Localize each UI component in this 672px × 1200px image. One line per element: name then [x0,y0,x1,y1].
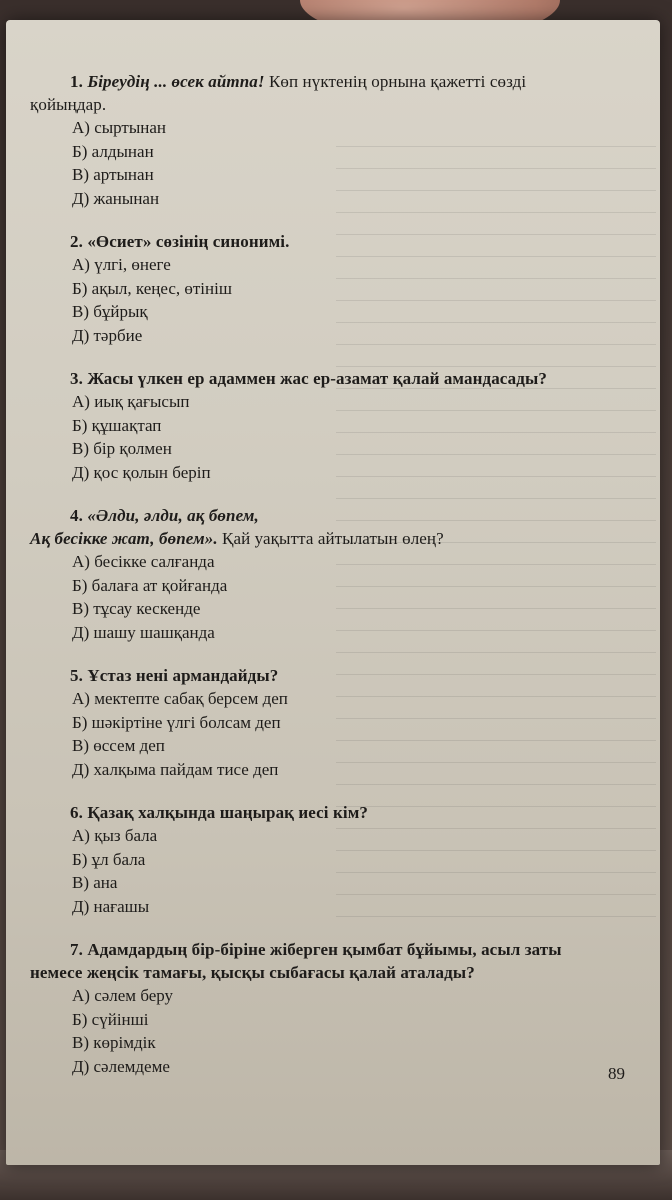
question-2 [30,230,640,347]
question-4 [30,504,640,644]
question-rest: Көп нүктенің орнына қажетті сөзді [268,72,527,91]
question-text: 4. «Әлди, әлди, ақ бөпем, [70,506,259,525]
option-d[interactable]: Д) халқыма пайдам тисе деп [72,759,279,779]
question-text: 6. Қазақ халқында шаңырақ иесі кім? [70,803,368,822]
option-b[interactable]: Б) алдынан [72,141,154,161]
option-v[interactable]: В) өссем деп [72,736,165,755]
question-continuation: немесе жеңсік тамағы, қысқы сыбағасы қалай аталады? [30,963,475,982]
option-b[interactable]: Б) ақыл, кеңес, өтініш [72,278,232,298]
option-b[interactable]: Б) ұл бала [72,849,146,869]
question-number: 6. [70,803,83,822]
question-5 [30,664,640,781]
option-a[interactable]: А) сәлем беру [72,986,174,1005]
question-text: 3. Жасы үлкен ер адаммен жас ер-азамат қалай амандасады? [70,369,547,388]
question-text [30,70,640,93]
option-v[interactable]: В) көрімдік [72,1033,156,1052]
question-6 [30,801,640,918]
question-number: 3. [70,369,83,388]
option-a[interactable]: А) бесікке салғанда [72,552,215,571]
question-text: 5. Ұстаз нені армандайды? [70,666,279,685]
question-text: 7. Адамдардың бір-біріне жіберген қымбат бұйымы, асыл заты [70,940,562,959]
option-b[interactable]: Б) құшақтап [72,415,162,435]
option-b[interactable]: Б) сүйінші [72,1009,149,1029]
option-v[interactable]: В) бұйрық [72,302,148,321]
option-d[interactable]: Д) тәрбие [72,325,143,345]
option-d[interactable]: Д) шашу шашқанда [72,622,215,642]
question-lead: Біреудің ... өсек айтпа! [87,72,265,91]
option-d[interactable]: Д) нағашы [72,896,150,916]
question-number: 2. [70,232,83,251]
question-number: 7. [70,940,83,959]
option-a[interactable]: А) иық қағысып [72,392,190,411]
question-number: 4. [70,506,83,525]
option-d[interactable]: Д) жанынан [72,188,160,208]
page-number: 89 [608,1064,625,1083]
option-v[interactable]: В) артынан [72,165,154,184]
question-text: 2. «Өсиет» сөзінің синонимі. [70,232,290,251]
option-d[interactable]: Д) қос қолын беріп [72,462,211,482]
option-a[interactable]: А) мектепте сабақ берсем деп [72,689,288,708]
question-number: 1. [70,72,83,91]
option-a[interactable]: А) қыз бала [72,826,158,845]
option-v[interactable]: В) тұсау кескенде [72,599,201,618]
question-number: 5. [70,666,83,685]
option-d[interactable]: Д) сәлемдеме [72,1056,170,1076]
question-3 [30,367,640,484]
page-content [30,70,640,1098]
question-1 [30,70,640,210]
option-a[interactable]: А) сыртынан [72,118,167,137]
question-continuation: қойыңдар. [30,95,107,114]
option-b[interactable]: Б) балаға ат қойғанда [72,575,228,595]
option-v[interactable]: В) бір қолмен [72,439,172,458]
option-a[interactable]: А) үлгі, өнеге [72,255,171,274]
option-v[interactable]: В) ана [72,873,118,892]
question-text-line-2: Ақ бесікке жат, бөпем». Қай уақытта айтылатын өлең? [30,529,444,548]
question-7 [30,938,640,1078]
option-b[interactable]: Б) шәкіртіне үлгі болсам деп [72,712,281,732]
